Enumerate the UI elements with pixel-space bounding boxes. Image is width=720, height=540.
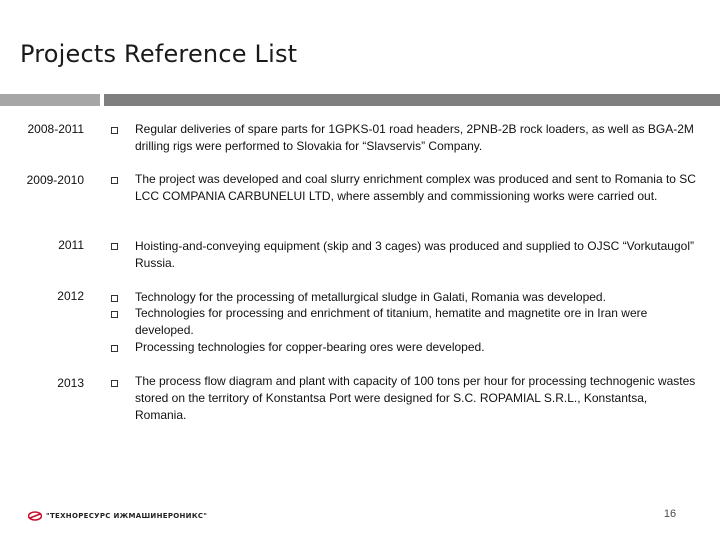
bullet-square-icon (111, 127, 118, 134)
list-item: Technology for the processing of metallurgical sludge in Galati, Romania was developed. (135, 290, 606, 304)
company-logo-icon (28, 511, 42, 521)
company-logo-text: "ТЕХНОРЕСУРС ИЖМАШИНЕРОНИКС" (46, 512, 208, 520)
title-divider-right (104, 94, 720, 106)
list-item: Regular deliveries of spare parts for 1GPKS-01 road headers, 2PNB-2B rock loaders, as well as BGA-2M drilling rigs were performed to Slovakia for “Slavservis” Company. (135, 122, 694, 153)
bullet-square-icon (111, 345, 118, 352)
company-logo (28, 509, 207, 523)
list-item: The process flow diagram and plant with capacity of 100 tons per hour for processing technogenic wastes stored on the territory of Konstantsa Port were designed for S.C. ROPAMIAL S.R.L., Konstantsa, Romania. (135, 374, 696, 422)
bullet-square-icon (111, 311, 118, 318)
bullet-square-icon (111, 243, 118, 250)
year-label: 2009-2010 (26, 173, 84, 187)
list-item: Technologies for processing and enrichment of titanium, hematite and magnetite ore in Iran were developed. (135, 306, 648, 337)
list-item: Hoisting-and-conveying equipment (skip and 3 cages) was produced and supplied to OJSC “Vorkutaugol” Russia. (135, 239, 694, 270)
bullet-square-icon (111, 177, 118, 184)
year-label: 2011 (58, 238, 84, 252)
list-item: Processing technologies for copper-bearing ores were developed. (135, 340, 485, 354)
title-divider-left (0, 94, 100, 106)
year-label: 2012 (57, 289, 84, 303)
year-label: 2008-2011 (27, 122, 84, 136)
bullet-square-icon (111, 380, 118, 387)
page-title: Projects Reference List (20, 40, 298, 68)
page-number: 16 (663, 508, 677, 520)
bullet-square-icon (111, 295, 118, 302)
list-item: The project was developed and coal slurry enrichment complex was produced and sent to Romania to SC LCC COMPANIA CARBUNELUI LTD, where assembly and commissioning works were carried out. (135, 172, 696, 203)
year-label: 2013 (57, 376, 84, 390)
